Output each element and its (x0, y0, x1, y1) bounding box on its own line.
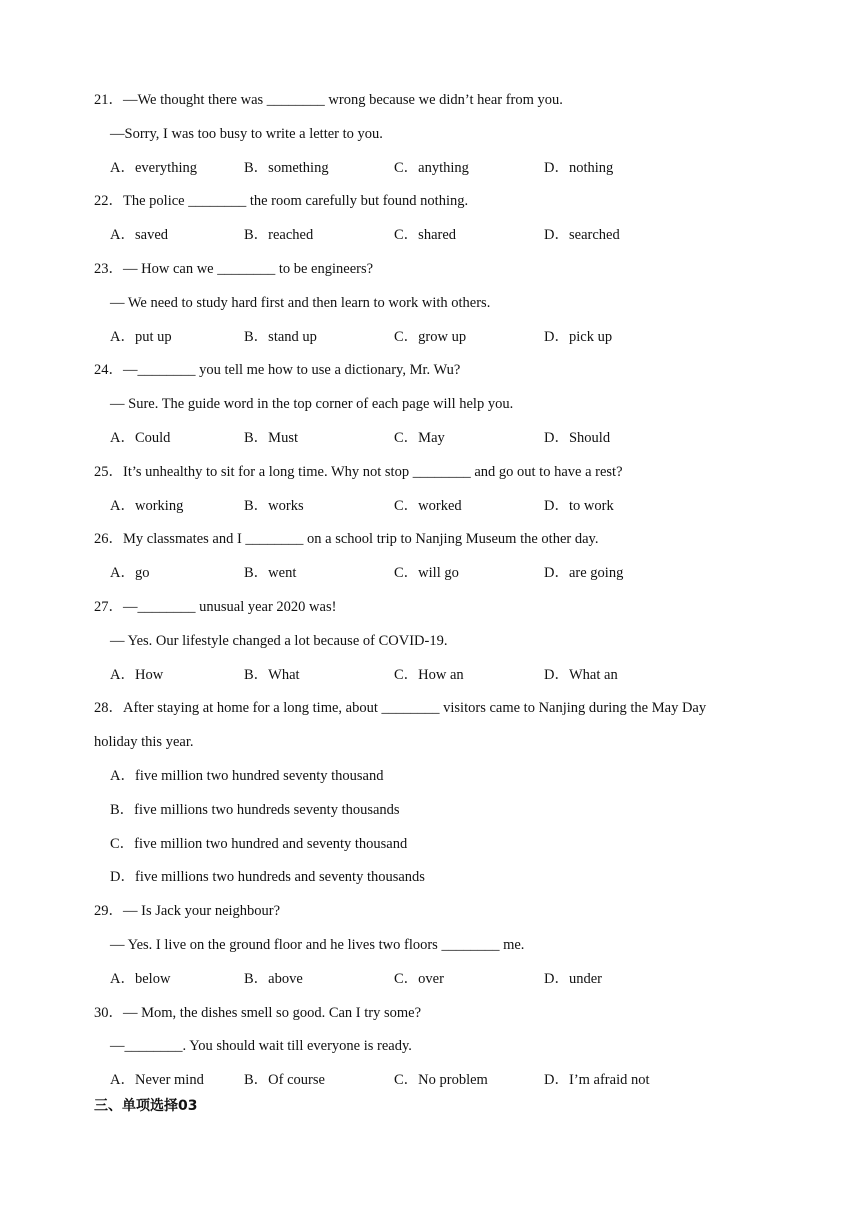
option-letter: C． (394, 1072, 419, 1089)
option-text: everything (134, 159, 197, 176)
question-text: — How can we ________ to be engineers? (123, 261, 374, 277)
option-text: went (268, 565, 297, 582)
option-text: Should (568, 430, 611, 446)
question-28-line (94, 732, 193, 752)
option-c[interactable] (394, 1070, 488, 1090)
option-text: above (268, 970, 303, 987)
option-letter: C． (394, 430, 419, 446)
option-text: five millions two hundreds and seventy thousands (134, 869, 425, 886)
question-24-options (110, 428, 810, 448)
option-text: anything (418, 159, 469, 176)
option-letter: D． (544, 430, 569, 446)
question-27-stem (94, 597, 336, 617)
option-letter: B． (244, 970, 269, 987)
option-d[interactable] (110, 867, 425, 887)
option-d[interactable] (544, 969, 602, 989)
option-letter: A． (110, 1072, 135, 1089)
option-a[interactable] (110, 665, 163, 685)
question-number: 29． (94, 903, 123, 920)
option-b[interactable] (110, 800, 400, 820)
option-b[interactable] (244, 225, 313, 245)
option-text: saved (134, 227, 168, 244)
option-c[interactable] (394, 496, 462, 516)
option-text: are going (568, 565, 624, 582)
option-letter: D． (544, 666, 569, 683)
option-letter: B． (244, 565, 269, 582)
question-29-stem (94, 901, 280, 921)
question-23-stem (94, 259, 373, 279)
option-d[interactable] (544, 428, 610, 448)
question-30-stem (94, 1003, 421, 1023)
option-letter: D． (544, 328, 569, 345)
option-b[interactable] (244, 327, 317, 347)
option-letter: B． (244, 497, 269, 514)
question-24-line (110, 394, 513, 414)
option-a[interactable] (110, 225, 168, 245)
question-number: 25． (94, 463, 123, 480)
option-letter: A． (110, 227, 135, 244)
option-letter: C． (394, 970, 419, 987)
option-c[interactable] (394, 563, 459, 583)
option-text: Of course (268, 1072, 325, 1089)
question-text: It’s unhealthy to sit for a long time. Why not stop ________ and go out to have a rest? (123, 463, 623, 480)
question-number: 22． (94, 193, 123, 210)
option-text: I’m afraid not (568, 1072, 650, 1089)
question-number: 28． (94, 700, 123, 717)
question-text: holiday this year. (94, 734, 194, 751)
option-b[interactable] (244, 428, 298, 448)
option-letter: A． (110, 970, 135, 987)
question-text: — Is Jack your neighbour? (123, 903, 281, 920)
question-26-stem (94, 529, 598, 549)
option-letter: B． (244, 1072, 269, 1089)
option-text: reached (268, 227, 314, 244)
question-number: 24． (94, 362, 123, 379)
question-30-options (110, 1070, 810, 1090)
option-letter: C． (394, 328, 419, 345)
option-a[interactable] (110, 1070, 204, 1090)
option-text: below (134, 970, 171, 987)
question-23-line (110, 293, 490, 313)
option-d[interactable] (544, 158, 613, 178)
option-c[interactable] (394, 665, 464, 685)
option-a[interactable] (110, 496, 183, 516)
question-text: The police ________ the room carefully but found nothing. (123, 193, 469, 210)
question-text: —________ unusual year 2020 was! (123, 599, 337, 615)
option-c[interactable] (394, 327, 466, 347)
question-21-stem (94, 90, 563, 110)
option-text: How an (418, 666, 464, 683)
option-d[interactable] (544, 563, 623, 583)
question-number: 21． (94, 92, 123, 108)
option-text: to work (568, 497, 614, 514)
question-24-stem (94, 360, 460, 380)
option-text: Must (268, 430, 298, 446)
option-text: How (134, 666, 164, 683)
option-letter: C． (394, 666, 419, 683)
question-22-stem (94, 191, 468, 211)
option-a[interactable] (110, 766, 383, 786)
option-c[interactable] (394, 158, 469, 178)
option-text: works (268, 497, 304, 514)
question-text: After staying at home for a long time, about ________ visitors came to Nanjing during the May Day (123, 700, 707, 717)
option-text: pick up (568, 328, 613, 345)
option-text: Could (134, 430, 171, 446)
option-d[interactable] (544, 327, 612, 347)
question-number: 27． (94, 599, 123, 615)
question-21-options (110, 158, 810, 178)
option-text: five millions two hundreds seventy thousands (134, 801, 400, 818)
option-letter: D． (544, 565, 569, 582)
question-26-options (110, 563, 810, 583)
section-heading: 三、单项选择03 (94, 1098, 198, 1114)
option-d[interactable] (544, 665, 618, 685)
option-text: go (134, 565, 150, 582)
option-letter: B． (110, 801, 135, 818)
option-text: searched (568, 227, 620, 244)
question-21-line (110, 124, 383, 144)
option-c[interactable] (110, 834, 407, 854)
option-text: will go (418, 565, 459, 582)
option-letter: A． (110, 666, 135, 683)
option-letter: C． (394, 497, 419, 514)
option-letter: A． (110, 497, 135, 514)
question-23-options (110, 327, 810, 347)
option-text: Never mind (134, 1072, 204, 1089)
option-letter: A． (110, 768, 135, 784)
option-letter: C． (394, 227, 419, 244)
option-text: May (418, 430, 445, 446)
option-letter: D． (544, 1072, 569, 1089)
question-25-options (110, 496, 810, 516)
option-text: shared (418, 227, 457, 244)
question-number: 26． (94, 531, 123, 548)
question-text: —We thought there was ________ wrong because we didn’t hear from you. (123, 92, 563, 108)
option-text: under (568, 970, 602, 987)
option-letter: B． (244, 666, 269, 683)
option-letter: A． (110, 430, 135, 446)
option-letter: C． (394, 159, 419, 176)
option-letter: D． (544, 970, 569, 987)
option-text: five million two hundred seventy thousand (134, 768, 384, 784)
question-29-line (110, 935, 524, 955)
option-d[interactable] (544, 225, 620, 245)
option-a[interactable] (110, 563, 149, 583)
option-text: No problem (418, 1072, 488, 1089)
option-letter: A． (110, 565, 135, 582)
question-number: 30． (94, 1004, 123, 1021)
question-text: —________. You should wait till everyone is ready. (110, 1038, 412, 1055)
option-a[interactable] (110, 428, 170, 448)
question-text: — Yes. I live on the ground floor and he lives two floors ________ me. (110, 937, 525, 953)
option-letter: D． (544, 159, 569, 176)
option-text: five million two hundred and seventy thousand (134, 835, 408, 852)
option-text: nothing (568, 159, 614, 176)
option-b[interactable] (244, 665, 300, 685)
option-c[interactable] (394, 428, 445, 448)
option-text: What (268, 666, 300, 683)
option-text: worked (418, 497, 462, 514)
option-text: put up (134, 328, 172, 345)
option-d[interactable] (544, 1070, 650, 1090)
option-letter: C． (394, 565, 419, 582)
option-b[interactable] (244, 563, 296, 583)
question-text: — Sure. The guide word in the top corner of each page will help you. (110, 396, 514, 413)
question-29-options (110, 969, 810, 989)
question-text: My classmates and I ________ on a school trip to Nanjing Museum the other day. (123, 531, 599, 548)
option-a[interactable] (110, 327, 172, 347)
question-27-options (110, 665, 810, 685)
question-22-options (110, 225, 810, 245)
option-letter: B． (244, 430, 269, 446)
option-letter: D． (110, 869, 135, 886)
option-a[interactable] (110, 969, 170, 989)
option-text: working (134, 497, 184, 514)
question-28-stem (94, 698, 706, 718)
question-number: 23． (94, 261, 123, 277)
question-27-line (110, 631, 447, 651)
question-text: —Sorry, I was too busy to write a letter to you. (110, 125, 383, 142)
option-letter: A． (110, 159, 135, 176)
question-text: — Yes. Our lifestyle changed a lot because of COVID-19. (110, 632, 448, 649)
option-text: stand up (268, 328, 317, 345)
option-letter: D． (544, 227, 569, 244)
option-b[interactable] (244, 158, 329, 178)
option-letter: B． (244, 159, 269, 176)
option-text: What an (568, 666, 618, 683)
option-c[interactable] (394, 225, 456, 245)
option-letter: A． (110, 328, 135, 345)
option-c[interactable] (394, 969, 444, 989)
option-b[interactable] (244, 1070, 325, 1090)
question-text: — Mom, the dishes smell so good. Can I try some? (123, 1004, 422, 1021)
question-text: —________ you tell me how to use a dictionary, Mr. Wu? (123, 362, 461, 379)
option-letter: B． (244, 227, 269, 244)
question-25-stem (94, 462, 623, 482)
option-text: something (268, 159, 329, 176)
option-letter: C． (110, 835, 135, 852)
option-b[interactable] (244, 969, 303, 989)
option-b[interactable] (244, 496, 304, 516)
question-text: — We need to study hard first and then learn to work with others. (110, 294, 491, 311)
option-text: grow up (418, 328, 467, 345)
option-letter: B． (244, 328, 269, 345)
option-d[interactable] (544, 496, 614, 516)
question-30-line (110, 1036, 412, 1056)
option-a[interactable] (110, 158, 197, 178)
option-text: over (418, 970, 444, 987)
option-letter: D． (544, 497, 569, 514)
